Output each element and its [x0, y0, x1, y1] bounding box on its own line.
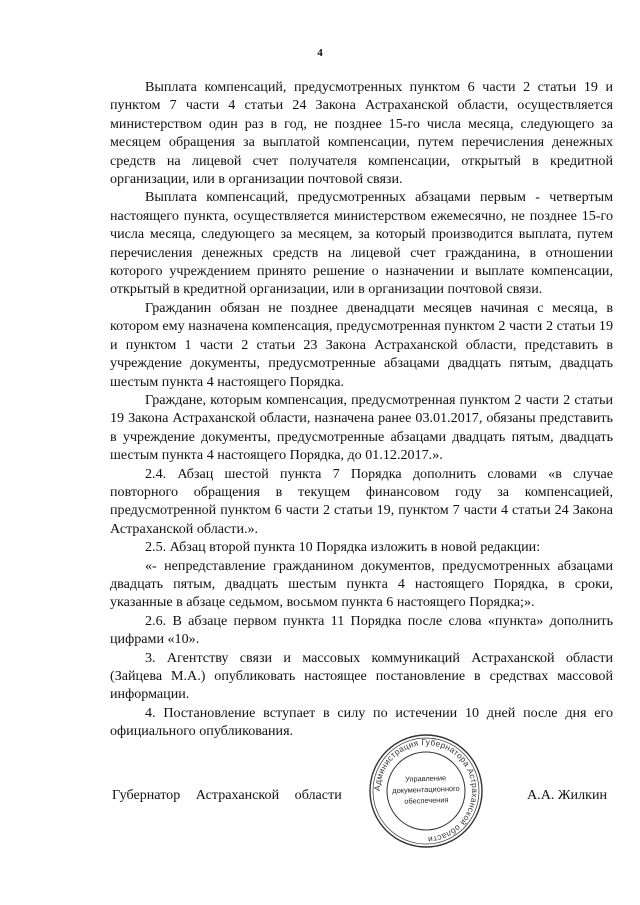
paragraph: 3. Агентству связи и массовых коммуникаций Астраханской области (Зайцева М.А.) опубликовать настоящее постановление в средствах массовой информации. — [110, 649, 613, 703]
page-number: 4 — [317, 47, 323, 59]
signatory-position: Губернатор Астраханской области — [112, 787, 342, 803]
paragraph: Выплата компенсаций, предусмотренных пунктом 6 части 2 статьи 19 и пунктом 7 части 4 статьи 24 Закона Астраханской области, осуществляется министерством один раз в год, не позднее 15-го числа месяца, следующего за месяцем обращения за выплатой компенсации, путем перечисления денежных средств на лицевой счет получателя компенсации, открытый в кредитной организации, или в организации почтовой связи. — [110, 79, 613, 188]
paragraph: Выплата компенсаций, предусмотренных абзацами первым - четвертым настоящего пункта, осуществляется министерством ежемесячно, не позднее 15-го числа месяца, следующего за месяцем, за который производится выплата, путем перечисления денежных средств на лицевой счет гражданина, в отношении которого учреждением принято решение о назначении и выплате компенсации, открытый в кредитной организации, или в организации почтовой связи. — [110, 189, 613, 298]
paragraph: 4. Постановление вступает в силу по истечении 10 дней после дня его официального опубликования. — [110, 704, 613, 740]
stamp-outer-text: Администрация Губернатора Астраханской области — [371, 736, 481, 846]
paragraph: Гражданин обязан не позднее двенадцати месяцев начиная с месяца, в котором ему назначена компенсация, предусмотренная пунктом 2 части 2 статьи 19 и пунктом 1 части 2 статьи 23 Закона Астраханской области, представить в учреждение документы, предусмотренные абзацами двадцать пятым, двадцать шестым пункта 4 настоящего Порядка. — [110, 299, 613, 390]
paragraph: 2.4. Абзац шестой пункта 7 Порядка дополнить словами «в случае повторного обращения в текущем финансовом году за компенсацией, предусмотренной пунктом 6 части 2 статьи 19, пунктом 7 части 4 статьи 24 Закона Астраханской области.». — [110, 465, 613, 537]
signatory-name: А.А. Жилкин — [527, 787, 608, 803]
stamp-inner-text: Управление документационного обеспечения — [392, 773, 460, 806]
paragraph: «- непредставление гражданином документов, предусмотренных абзацами двадцать пятым, двадцать шестым пункта 4 настоящего Порядка, в сроки, указанные в абзаце седьмом, восьмом пункта 6 настоящего Порядка;». — [110, 557, 613, 611]
paragraph: 2.5. Абзац второй пункта 10 Порядка изложить в новой редакции: — [145, 539, 541, 556]
paragraph: 2.6. В абзаце первом пункта 11 Порядка после слова «пункта» дополнить цифрами «10». — [110, 612, 613, 648]
document-body — [110, 78, 613, 741]
paragraph: Граждане, которым компенсация, предусмотренная пунктом 2 части 2 статьи 19 Закона Астраханской области, назначена ранее 03.01.2017, обязаны представить в учреждение документы, предусмотренные абзацами двадцать пятым, двадцать шестым пункта 4 настоящего Порядка, до 01.12.2017.». — [110, 391, 613, 464]
